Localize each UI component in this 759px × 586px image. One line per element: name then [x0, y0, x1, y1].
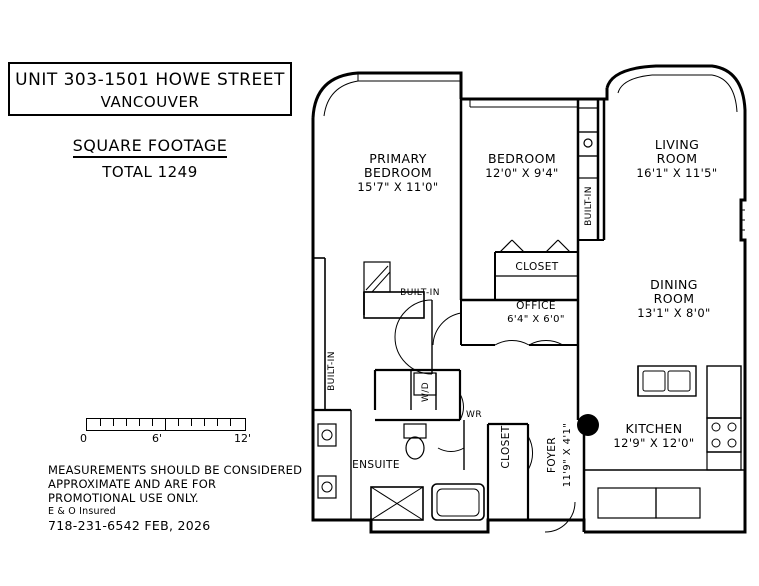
room-name-closet-bedroom: CLOSET — [515, 261, 559, 273]
unit-address: UNIT 303-1501 HOWE STREET — [15, 70, 285, 90]
room-label-primary-bedroom — [340, 152, 456, 194]
builtin-label-1: BUILT-IN — [400, 288, 440, 298]
room-name-primary-1: PRIMARY — [369, 151, 427, 166]
builtin-knob — [584, 139, 592, 147]
kitchen-fridge — [707, 366, 741, 418]
room-dim-living: 16'1" X 11'5" — [636, 166, 718, 180]
kitchen-cabinet-2 — [656, 488, 700, 518]
room-name-foyer: FOYER — [546, 436, 558, 474]
scale-label-6: 6' — [152, 432, 163, 445]
room-label-wr — [461, 408, 487, 422]
burner-2 — [728, 423, 736, 431]
disclaimer-contact: 718-231-6542 FEB, 2026 — [48, 518, 211, 533]
ensuite-sink-1 — [318, 424, 336, 446]
room-dim-foyer: 11'9" X 4'1" — [562, 422, 573, 488]
ensuite-toilet-tank — [404, 424, 426, 438]
builtin-label-3: BUILT-IN — [584, 186, 594, 226]
ensuite-sink-2-basin — [322, 482, 332, 492]
square-footage-heading-text: SQUARE FOOTAGE — [73, 136, 228, 158]
disclaimer-insured: E & O Insured — [48, 506, 116, 517]
label-builtin-primary — [390, 286, 450, 300]
wall-right — [741, 128, 745, 354]
living-window-curve-right — [712, 75, 737, 112]
room-label-office — [494, 299, 578, 327]
door-swing-ensuite — [438, 448, 464, 451]
builtin-niche-1 — [578, 108, 598, 132]
room-dim-bedroom: 12'0" X 9'4" — [485, 166, 559, 180]
room-dim-dining: 13'1" X 8'0" — [637, 306, 711, 320]
disclaimer-line-3: PROMOTIONAL USE ONLY. — [48, 491, 199, 505]
structural-column — [577, 414, 599, 436]
room-name-ensuite: ENSUITE — [352, 459, 400, 471]
room-name-primary-2: BEDROOM — [363, 165, 433, 180]
disclaimer-line-2: APPROXIMATE AND ARE FOR — [48, 477, 217, 491]
kitchen-oven — [707, 452, 741, 470]
builtin-niche-3 — [578, 156, 598, 178]
kitchen-sink-basin-2 — [668, 371, 690, 391]
burner-3 — [712, 439, 720, 447]
label-builtin-left — [325, 341, 337, 401]
room-dim-kitchen: 12'9" X 12'0" — [613, 436, 695, 450]
room-label-closet-bedroom — [497, 260, 577, 274]
room-name-wd: W/D — [421, 381, 431, 403]
room-name-living-2: ROOM — [656, 151, 698, 166]
door-swing-office-left — [433, 313, 461, 345]
room-label-wd — [419, 377, 431, 407]
wall-top-mid — [461, 88, 607, 99]
room-label-living-room — [618, 138, 736, 180]
label-builtin-bedroom — [582, 176, 594, 236]
room-name-living-1: LIVING — [654, 137, 700, 152]
ensuite-toilet-bowl — [406, 437, 424, 459]
scale-label-12: 12' — [234, 432, 252, 445]
kitchen-cabinet-1 — [598, 488, 656, 518]
disclaimer-line-1: MEASUREMENTS SHOULD BE CONSIDERED — [48, 463, 303, 477]
primary-window-inner — [324, 81, 358, 116]
room-label-foyer — [545, 420, 559, 490]
room-name-office: OFFICE — [516, 300, 556, 312]
room-label-dining-room — [612, 278, 736, 320]
wall-primary-bay — [313, 73, 461, 118]
room-dim-foyer-wrap — [561, 420, 575, 490]
door-swing-entry — [545, 502, 575, 532]
square-footage-total: TOTAL 1249 — [102, 163, 198, 181]
door-swing-primary — [395, 300, 432, 374]
builtin-primary-hatch2 — [372, 272, 390, 292]
room-name-closet-foyer: CLOSET — [500, 425, 512, 469]
room-label-bedroom — [468, 152, 576, 180]
room-name-bedroom: BEDROOM — [487, 151, 557, 166]
door-swing-office-center — [495, 340, 529, 345]
kitchen-sink-basin-1 — [643, 371, 665, 391]
city-name: VANCOUVER — [100, 93, 200, 111]
room-name-dining-1: DINING — [650, 277, 698, 292]
living-window-inner — [618, 75, 652, 93]
ensuite-bathtub-inner — [437, 489, 479, 516]
room-label-ensuite — [341, 458, 411, 472]
room-name-kitchen: KITCHEN — [625, 421, 683, 436]
ensuite-sink-1-basin — [322, 430, 332, 440]
kitchen-cooktop — [707, 418, 741, 452]
burner-4 — [728, 439, 736, 447]
ensuite-sink-2 — [318, 476, 336, 498]
scale-label-0: 0 — [80, 432, 87, 445]
room-dim-office: 6'4" X 6'0" — [507, 314, 565, 325]
builtin-label-2: BUILT-IN — [327, 351, 337, 391]
room-label-closet-foyer — [499, 412, 513, 482]
closet-door-leaf-right — [546, 240, 570, 252]
room-name-dining-2: ROOM — [653, 291, 695, 306]
room-dim-primary: 15'7" X 11'0" — [357, 180, 439, 194]
closet-door-leaf-left — [500, 240, 524, 252]
builtin-niche-2 — [578, 132, 598, 156]
room-label-kitchen — [600, 422, 708, 450]
room-name-wr: WR — [466, 410, 482, 420]
burner-1 — [712, 423, 720, 431]
